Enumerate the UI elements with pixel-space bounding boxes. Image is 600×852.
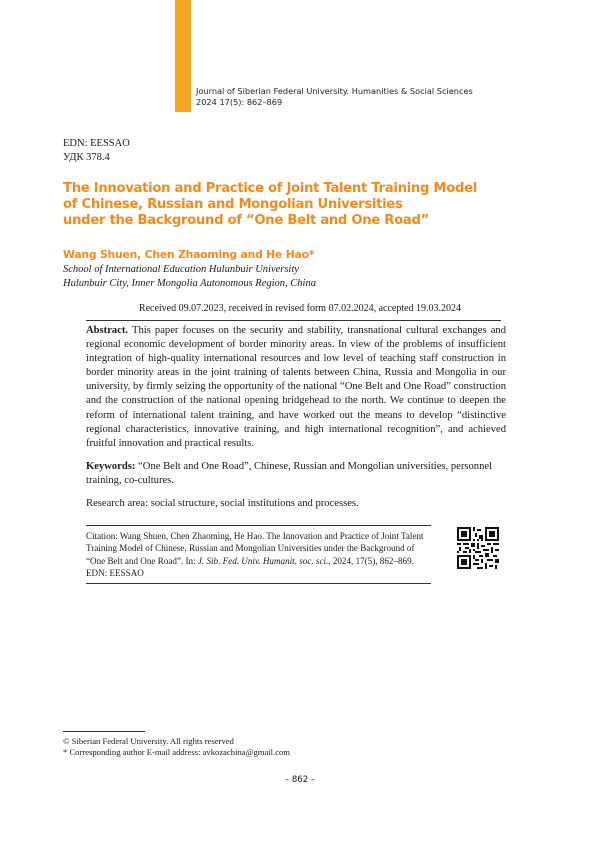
citation-text: Citation: Wang Shuen, Chen Zhaoming, He Hao. The Innovation and Practice of Joint Talent Training Model of Chinese, Russian and Mongolian Universities under the Background of “One Belt and One Road”. In: — [86, 531, 424, 566]
abstract-top-rule — [86, 320, 501, 321]
title-line-2: of Chinese, Russian and Mongolian Universities — [63, 197, 403, 212]
qr-code[interactable] — [457, 527, 499, 569]
affiliation-line-1: School of International Education Hulunbuir University — [63, 264, 299, 275]
title-line-3: under the Background of “One Belt and One Road” — [63, 213, 430, 228]
abstract — [86, 324, 506, 451]
journal-header — [196, 86, 473, 108]
footnote-rule — [63, 731, 145, 732]
authors: Wang Shuen, Chen Zhaoming and He Hao* — [63, 248, 315, 261]
affiliation — [63, 263, 316, 291]
citation-top-rule — [86, 525, 431, 526]
citation-bottom-rule — [86, 583, 431, 584]
journal-issue: 2024 17(5): 862–869 — [196, 97, 283, 107]
keywords-label: Keywords: — [86, 461, 136, 472]
journal-name: Journal of Siberian Federal University. Humanities & Social Sciences — [196, 86, 473, 96]
copyright-notice: © Siberian Federal University. All rights reserved — [63, 736, 234, 746]
keywords — [86, 460, 506, 488]
edn-code: EDN: EESSAO — [63, 138, 130, 149]
title-line-1: The Innovation and Practice of Joint Talent Training Model — [63, 181, 477, 196]
page-number: – 862 – — [284, 775, 316, 785]
received-dates: Received 09.07.2023, received in revised form 07.02.2024, accepted 19.03.2024 — [138, 303, 462, 314]
research-area: Research area: social structure, social institutions and processes. — [86, 498, 359, 509]
corresponding-author: * Corresponding author E-mail address: avkozachina@gmail.com — [63, 747, 290, 757]
orange-accent-bar — [175, 0, 191, 112]
udk-code: УДК 378.4 — [63, 152, 110, 163]
affiliation-line-2: Hulunbuir City, Inner Mongolia Autonomous Region, China — [63, 278, 316, 289]
article-title — [63, 181, 533, 229]
citation-journal: J. Sib. Fed. Univ. Humanit. soc. sci. — [197, 555, 329, 566]
abstract-text: This paper focuses on the security and stability, transnational cultural exchanges and regional economic development of border minority areas. In view of the problems of insufficient integration of high-quality international resources and low level of teaching staff construction in border minority areas in the joint training of talents between China, Russia and Mongolia in our university, by firmly seizing the opportunity of the national “One Belt and One Road” construction and the construction of the national opening bridgehead to the north. We continue to deepen the reform of international talent training, and have worked out the means to develop “distinctive regional characteristics, innovative training, and high international recognition”, and achieved fruitful innovation and practical results. — [86, 325, 506, 449]
citation — [86, 530, 431, 580]
citation-details: , 2024, 17(5), 862–869. EDN: EESSAO — [86, 555, 414, 579]
footnotes — [63, 736, 290, 758]
identifiers — [63, 137, 130, 165]
abstract-label: Abstract. — [86, 325, 129, 336]
keywords-text: “One Belt and One Road”, Chinese, Russian and Mongolian universities, personnel training, co-cultures. — [86, 461, 493, 487]
